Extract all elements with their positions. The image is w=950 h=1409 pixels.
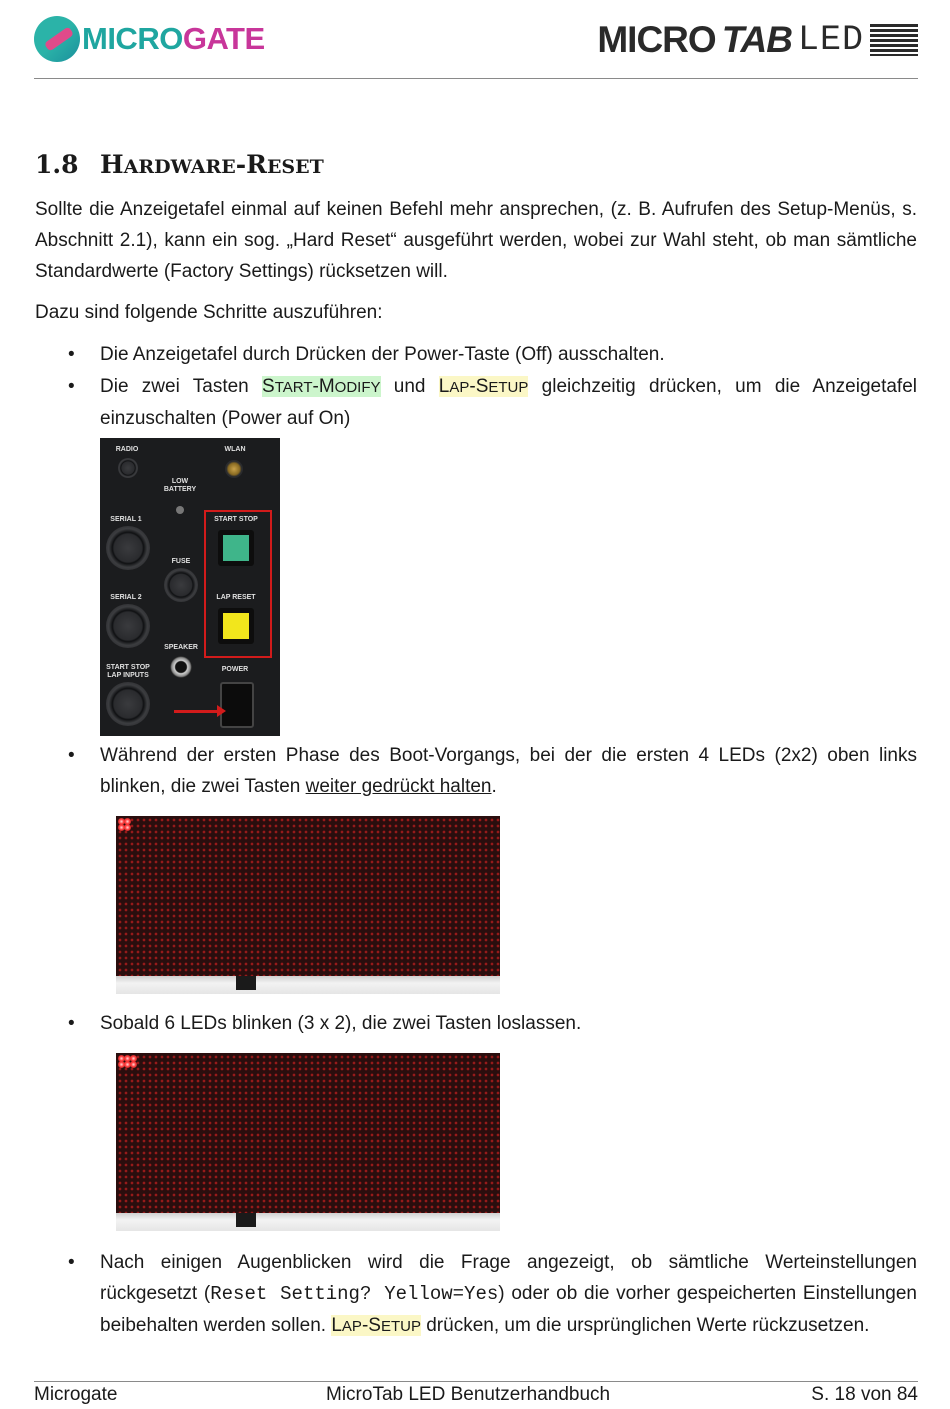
logo-text-led: LED <box>797 20 864 60</box>
led-display-photo-4 <box>116 816 500 994</box>
page-footer <box>34 1381 918 1409</box>
footer-page-number: S. 18 von 84 <box>811 1384 918 1405</box>
logo-text-tab: TAB <box>721 19 792 60</box>
steps-list-continued <box>35 740 917 802</box>
panel-label-lap-reset: LAP RESET <box>216 594 256 601</box>
steps-list <box>35 339 917 434</box>
section-number: 1.8 <box>35 150 79 179</box>
footer-document-title: MicroTab LED Benutzerhandbuch <box>326 1384 611 1405</box>
lit-led-icon <box>130 1061 137 1068</box>
panel-label-speaker: SPEAKER <box>164 644 198 651</box>
steps-list-continued <box>35 1008 917 1039</box>
lit-led-icon <box>124 824 131 831</box>
device-panel-photo <box>100 438 280 736</box>
panel-label-fuse: FUSE <box>171 558 191 565</box>
serial-1-connector-icon <box>106 526 150 570</box>
panel-label-serial-2: SERIAL 2 <box>110 594 142 601</box>
page-header <box>34 12 918 79</box>
start-stop-button <box>218 530 254 566</box>
start-stop-button-face <box>223 535 249 561</box>
logo-bars-icon <box>870 24 918 56</box>
list-item: • Nach einigen Augenblicken wird die Frage angezeigt, ob sämtliche Werteinstellungen rückgesetzt (Reset Setting? Yellow=Yes) oder ob die vorher gespeicherten Einstellungen beibehalten werden sollen. LAP-SETUP drücken, um die ursprünglichen Werte rückzusetzen. <box>35 1247 917 1342</box>
microtab-led-logo <box>597 18 918 62</box>
panel-label-power: POWER <box>221 666 249 673</box>
panel-label-inputs: START STOP LAP INPUTS <box>106 664 150 679</box>
key-start-modify: START-MODIFY <box>262 376 381 397</box>
list-item: • Die zwei Tasten START-MODIFY und LAP-SETUP gleichzeitig drücken, um die Anzeigetafel einzuschalten (Power auf On) <box>35 371 917 434</box>
red-arrow-icon <box>174 710 220 713</box>
intro-paragraph: Sollte die Anzeigetafel einmal auf keinen Befehl mehr ansprechen, (z. B. Aufrufen des Setup-Menüs, s. Abschnitt 2.1), kann ein sog. „Hard Reset“ ausgeführt werden, wobei zur Wahl steht, ob man sämtliche Standardwerte (Factory Settings) rücksetzen will. <box>35 199 917 282</box>
page-content <box>35 150 917 1343</box>
led-display-photo-6 <box>116 1053 500 1231</box>
speaker-icon <box>170 656 192 678</box>
microgate-logo-mark-icon <box>34 16 80 62</box>
list-item: • Während der ersten Phase des Boot-Vorgangs, bei der die ersten 4 LEDs (2x2) oben links blinken, die zwei Tasten weiter gedrückt halten. <box>35 740 917 802</box>
bullet-icon: • <box>68 376 75 397</box>
led-display-base <box>116 976 500 994</box>
key-lap-setup: LAP-SETUP <box>331 1315 421 1336</box>
fuse-holder-icon <box>164 568 198 602</box>
low-battery-led-icon <box>176 506 184 514</box>
panel-label-serial-1: SERIAL 1 <box>110 516 142 523</box>
lap-reset-button <box>218 608 254 644</box>
list-item: • Sobald 6 LEDs blinken (3 x 2), die zwei Tasten loslassen. <box>35 1008 917 1039</box>
section-heading: 1.8 HARDWARE-RESET <box>35 150 324 179</box>
panel-label-start-stop: START STOP <box>214 516 258 523</box>
underlined-text: weiter gedrückt halten <box>305 776 492 797</box>
bullet-icon: • <box>68 1013 75 1034</box>
inputs-connector-icon <box>106 682 150 726</box>
panel-label-radio: RADIO <box>115 446 139 453</box>
logo-text-gate: GATE <box>182 21 265 56</box>
microgate-logo <box>34 14 265 64</box>
steps-list-continued <box>35 1247 917 1342</box>
panel-label-wlan: WLAN <box>224 446 246 453</box>
led-display-foot <box>236 976 256 990</box>
bullet-icon: • <box>68 344 75 365</box>
display-message-code: Reset Setting? Yellow=Yes <box>210 1283 499 1305</box>
led-matrix <box>116 816 500 976</box>
list-item: • Die Anzeigetafel durch Drücken der Power-Taste (Off) ausschalten. <box>35 339 917 370</box>
led-matrix <box>116 1053 500 1213</box>
bullet-icon: • <box>68 745 75 766</box>
steps-intro: Dazu sind folgende Schritte auszuführen: <box>35 302 383 323</box>
footer-company: Microgate <box>34 1384 118 1405</box>
panel-label-low-battery: LOW BATTERY <box>163 478 197 493</box>
logo-text-micro-right: MICRO <box>597 19 716 60</box>
serial-2-connector-icon <box>106 604 150 648</box>
logo-text-micro: MICRO <box>82 21 183 56</box>
wlan-connector-icon <box>225 460 243 478</box>
led-display-base <box>116 1213 500 1231</box>
led-display-foot <box>236 1213 256 1227</box>
key-lap-setup: LAP-SETUP <box>438 376 529 397</box>
bullet-icon: • <box>68 1252 75 1273</box>
lap-reset-button-face <box>223 613 249 639</box>
radio-connector-icon <box>118 458 138 478</box>
